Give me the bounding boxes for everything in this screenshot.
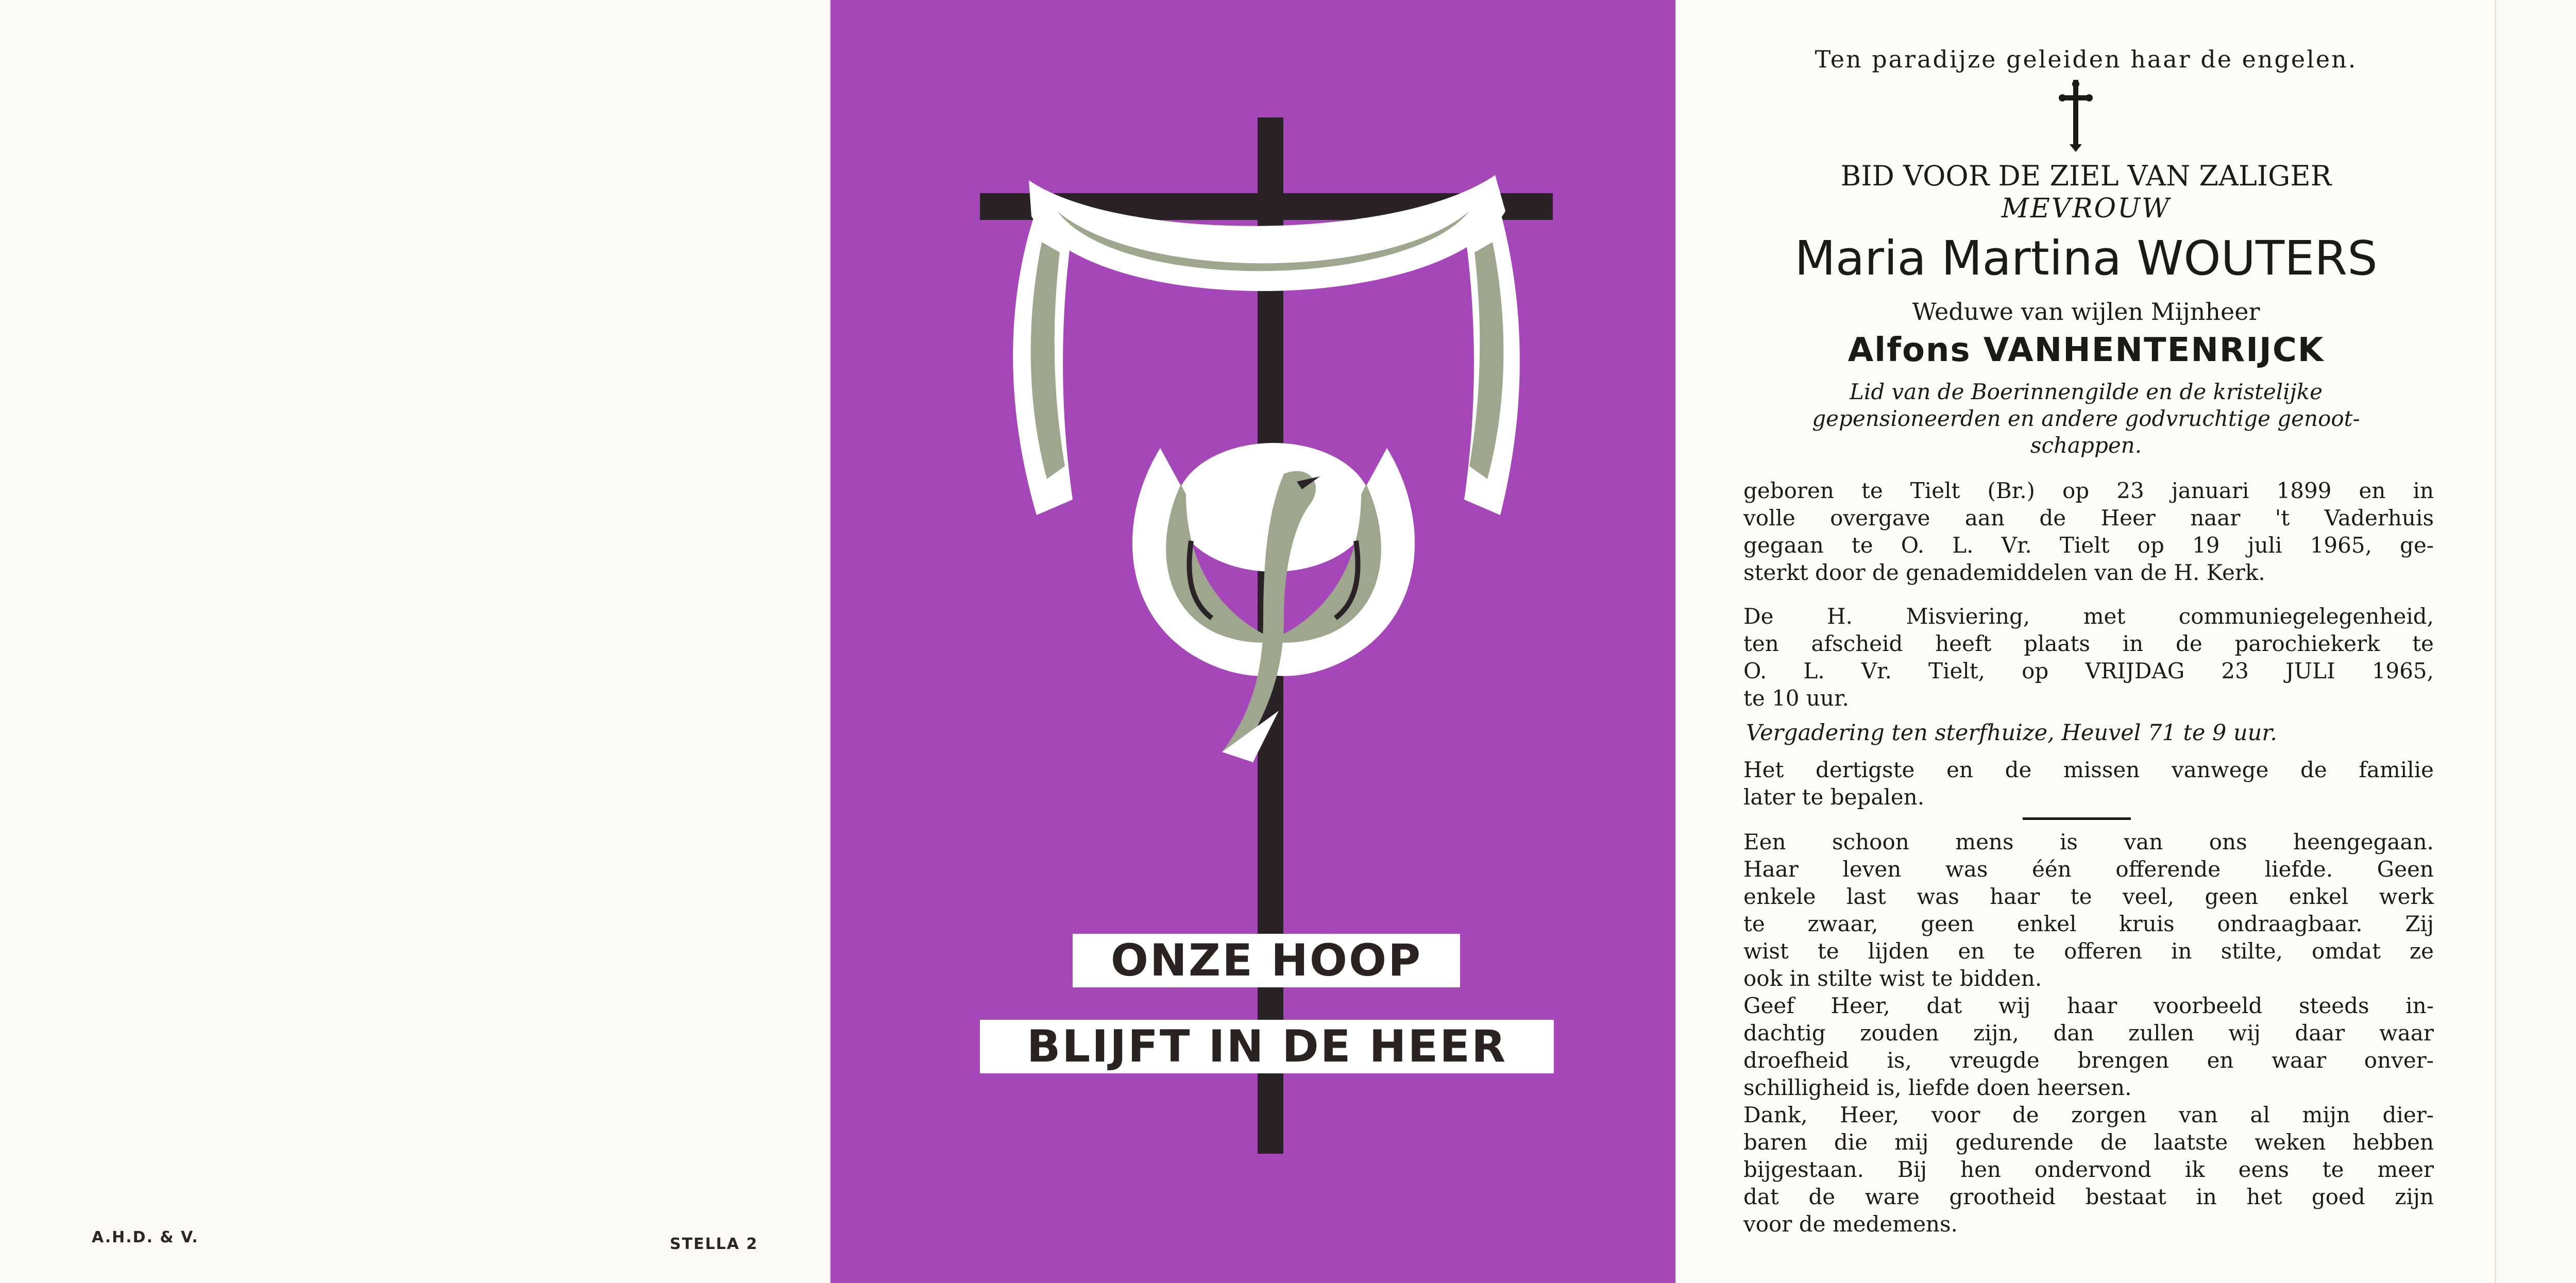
memorial-text-panel [1675,0,2495,1283]
title-mevrouw: MEVROUW [2001,193,2171,224]
gathering-line: Vergadering ten sterfhuize, Heuvel 71 te 9 uur. [1746,720,2277,746]
membership-text: Lid van de Boerinnengilde en de kristelijke gepensioneerden en andere godvruchtige genoot- schappen. [1812,379,2360,458]
thirtieth-paragraph: Het dertigste en de missen vanwege de familie later te bepalen. [1743,757,2434,810]
deceased-name: Maria Martina WOUTERS [1794,231,2378,286]
cover-motto-line-2: BLIJFT IN DE HEER [980,1020,1554,1073]
cover-motto-line-1: ONZE HOOP [1073,934,1460,987]
divider-rule [2023,817,2131,820]
publisher-mark: A.H.D. & V. [92,1228,199,1246]
poem-paragraph-2: Geef Heer, dat wij haar voorbeeld steeds in- dachtig zouden zijn, dan zullen wij daar waar droefheid is, vreugde brengen en waar onver- schilligheid is, liefde doen heersen. [1743,993,2434,1100]
poem-paragraph-3: Dank, Heer, voor de zorgen van al mijn dier- baren die mij gedurende de laatste weken hebben bijgestaan. Bij hen ondervond ik eens te meer dat de ware grootheid bestaat in het goed zijn voor de medemens. [1743,1102,2434,1237]
poem-paragraph-1: Een schoon mens is van ons heengegaan. Haar leven was één offerende liefde. Geen enkele last was haar te veel, geen enkel werk te zwaar, geen enkel kruis ondraagbaar. Zij wist te lijden en te offeren in stilte, omdat ze ook in stilte wist te bidden. [1743,829,2434,991]
cross-ornament-icon [2055,80,2096,152]
husband-name: Alfons VANHENTENRIJCK [1848,331,2325,369]
series-mark: STELLA 2 [670,1235,758,1253]
mass-paragraph: De H. Misviering, met communiegelegenheid, ten afscheid heeft plaats in de parochiekerk te O. L. Vr. Tielt, op VRIJDAG 23 JULI 1965, te 10 uur. [1743,604,2434,711]
prayer-line: BID VOOR DE ZIEL VAN ZALIGER [1840,160,2332,192]
card-heading: Ten paradijze geleiden haar de engelen. [1815,45,2358,73]
cover-panel [831,0,1675,1283]
family-panel [2495,0,2576,1283]
left-blank-panel [0,0,831,1283]
widow-line: Weduwe van wijlen Mijnheer [1912,298,2260,326]
cross-drape-dove-illustration [831,0,1675,1283]
birth-death-paragraph: geboren te Tielt (Br.) op 23 januari 1899 en in volle overgave aan de Heer naar 't Vaderhuis gegaan te O. L. Vr. Tielt op 19 juli 1965, ge- sterkt door de genademiddelen van de H. Kerk. [1743,478,2434,585]
